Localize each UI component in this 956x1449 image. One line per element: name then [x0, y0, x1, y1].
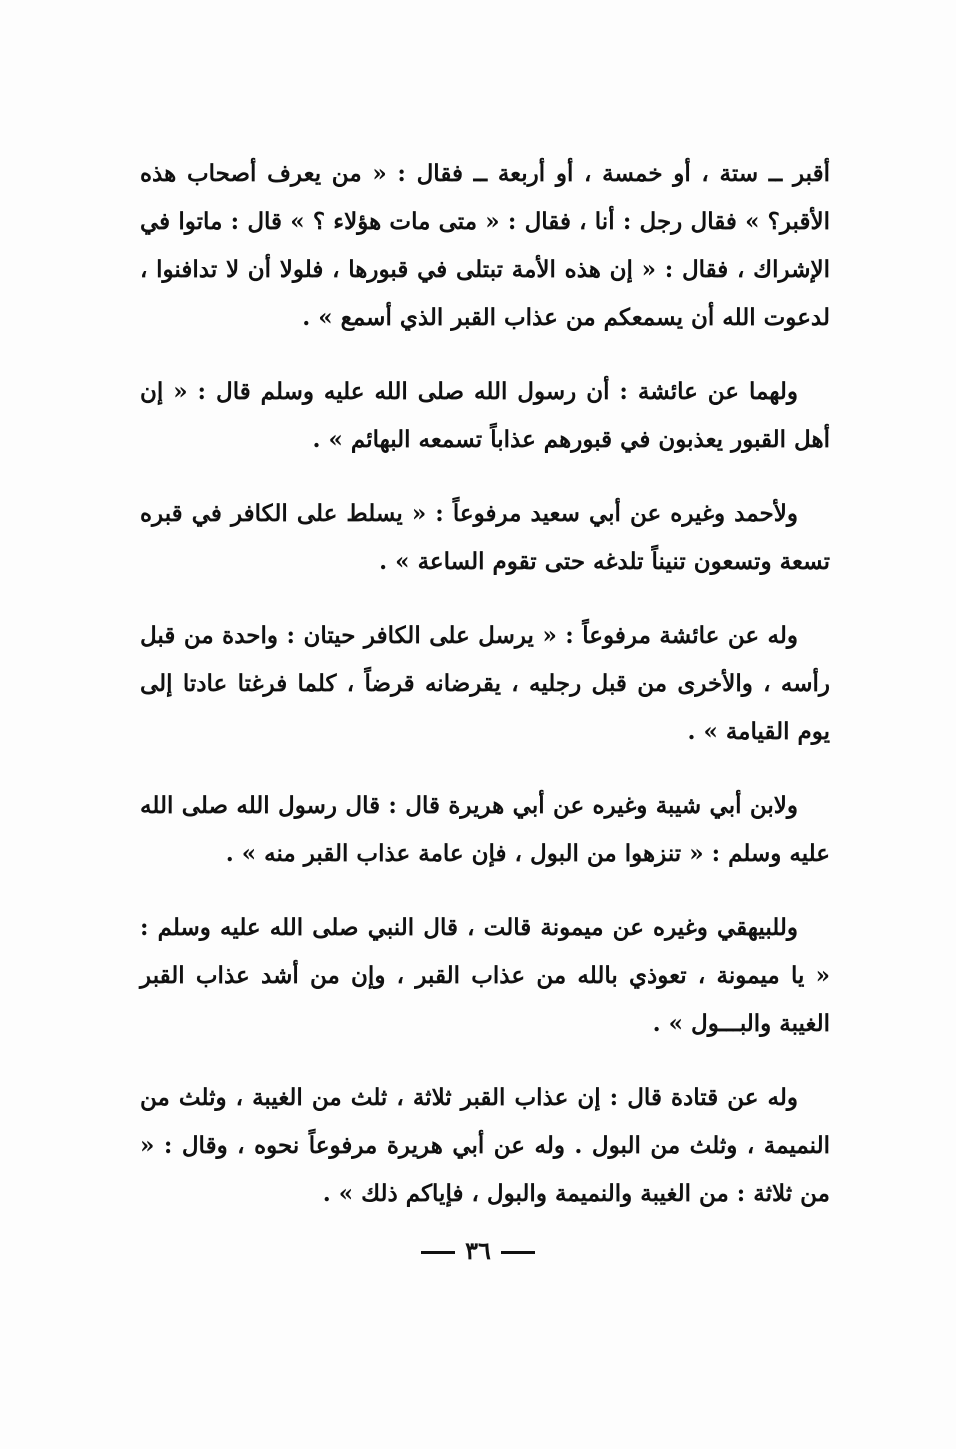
paragraph-1: أقبر ــ ستة ، أو خمسة ، أو أربعة ــ فقال : « من يعرف أصحاب هذه الأقبر؟ » فقال رجل : أنا ، فقال : « متى مات هؤلاء ؟ » قال : ماتوا في الإشراك ، فقال : « إن هذه الأمة تبتلى في قبورها ، فلولا أن لا تدافنوا ، لدعوت الله أن يسمعكم من عذاب القبر الذي أسمع » . — [140, 160, 830, 331]
paragraph-6: وللبيهقي وغيره عن ميمونة قالت ، قال النبي صلى الله عليه وسلم : « يا ميمونة ، تعوذي بالله من عذاب القبر ، وإن من أشد عذاب القبر الغيبة والبـــول » . — [140, 914, 830, 1037]
page-number-footer — [0, 1236, 956, 1265]
paragraph-5: ولابن أبي شيبة وغيره عن أبي هريرة قال : قال رسول الله صلى الله عليه وسلم : « تنزهوا من البول ، فإن عامة عذاب القبر منه » . — [140, 792, 830, 867]
dash-right — [501, 1251, 535, 1254]
page-number: ٣٦ — [465, 1236, 491, 1265]
paragraph-7: وله عن قتادة قال : إن عذاب القبر ثلاثة ، ثلث من الغيبة ، وثلث من النميمة ، وثلث من البول . وله عن أبي هريرة مرفوعاً نحوه ، وقال : « من ثلاثة : من الغيبة والنميمة والبول ، فإياكم ذلك » . — [140, 1084, 830, 1207]
dash-left — [421, 1251, 455, 1254]
paragraph-3: ولأحمد وغيره عن أبي سعيد مرفوعاً : « يسلط على الكافر في قبره تسعة وتسعون تنيناً تلدغه حتى تقوم الساعة » . — [140, 500, 830, 575]
paragraph-2: ولهما عن عائشة : أن رسول الله صلى الله عليه وسلم قال : « إن أهل القبور يعذبون في قبورهم عذاباً تسمعه البهائم » . — [140, 378, 830, 453]
page-body-text — [140, 150, 830, 1244]
paragraph-4: وله عن عائشة مرفوعاً : « يرسل على الكافر حيتان : واحدة من قبل رأسه ، والأخرى من قبل رجليه ، يقرضانه قرضاً ، كلما فرغتا عادتا إلى يوم القيامة » . — [140, 622, 830, 745]
